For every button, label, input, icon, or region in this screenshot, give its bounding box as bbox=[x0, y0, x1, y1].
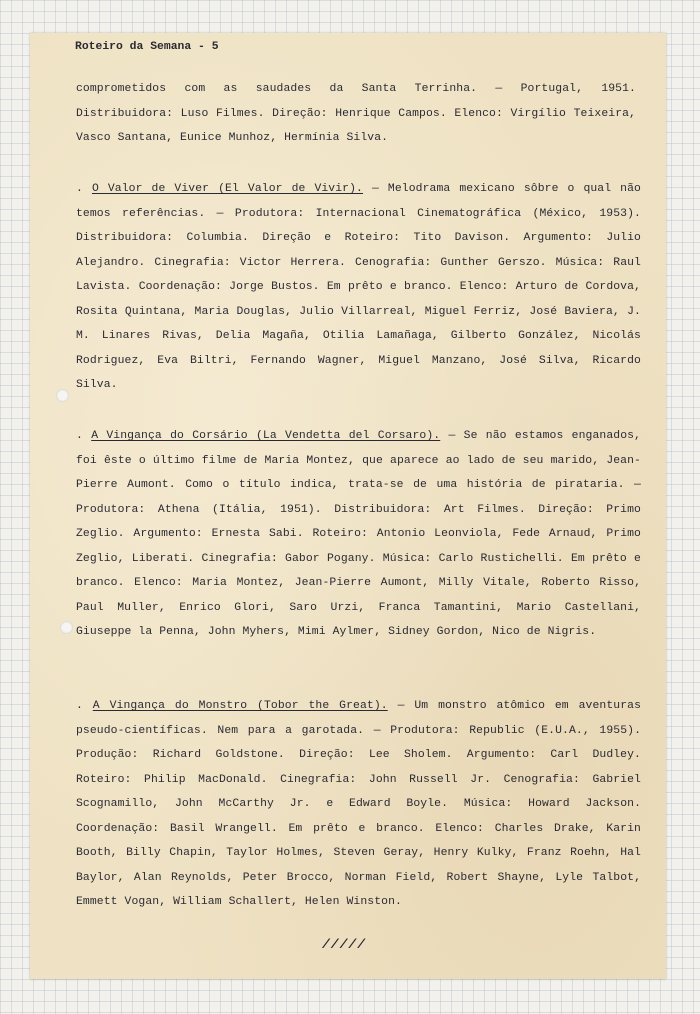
film-title: A Vingança do Monstro (Tobor the Great). bbox=[92, 700, 388, 712]
entry-continuation: comprometidos com as saudades da Santa Terrinha. — Portugal, 1951. Distribuidora: Luso Filmes. Direção: Henrique Campos. Elenco: Virgílio Teixeira, Vasco Santana, Eunice Munhoz, Hermínia Silva. bbox=[76, 83, 636, 144]
page-header: Roteiro da Semana - 5 bbox=[75, 41, 219, 53]
end-mark: ///// bbox=[322, 937, 367, 952]
entry-o-valor-de-viver: . O Valor de Viver (El Valor de Vivir). — Melodrama mexicano sôbre o qual não temos referências. — Produtora: Internacional Cinematográfica (México, 1953). Distribuidora: Columbia. Direção e Roteiro: Tito Davison. Argumento: Julio Alejandro. Cinegrafia: Victor Herrera. Cenografia: Gunther Gerszo. Música: Raul Lavista. Coordenação: Jorge Bustos. Em prêto e branco. Elenco: Arturo de Cordova, Rosita Quintana, Maria Douglas, Julio Villarreal, Miguel Ferriz, José Baviera, J. M. Linares Rivas, Delia Magaña, Otilia Lamañaga, Gilberto González, Nicolás Rodriguez, Eva Biltri, Fernando Wagner, Miguel Manzano, José Silva, Ricardo Silva. bbox=[76, 183, 641, 391]
film-title: A Vingança do Corsário (La Vendetta del Corsaro). bbox=[91, 430, 441, 442]
punch-hole bbox=[60, 621, 73, 634]
film-title: O Valor de Viver (El Valor de Vivir). bbox=[91, 183, 363, 195]
punch-hole bbox=[56, 389, 69, 402]
entry-a-vinganca-do-monstro: . A Vingança do Monstro (Tobor the Great). — Um monstro atômico em aventuras pseudo-científicas. Nem para a garotada. — Produtora: Republic (E.U.A., 1955). Produção: Richard Goldstone. Direção: Lee Sholem. Argumento: Carl Dudley. Roteiro: Philip MacDonald. Cinegrafia: John Russell Jr. Cenografia: Gabriel Scognamillo, John McCarthy Jr. e Edward Boyle. Música: Howard Jackson. Coordenação: Basil Wrangell. Em prêto e branco. Elenco: Charles Drake, Karin Booth, Billy Chapin, Taylor Holmes, Steven Geray, Henry Kulky, Franz Roehn, Hal Baylor, Alan Reynolds, Peter Brocco, Norman Field, Robert Shayne, Lyle Talbot, Emmett Vogan, William Schallert, Helen Winston. bbox=[76, 700, 642, 908]
entry-a-vinganca-do-corsario: . A Vingança do Corsário (La Vendetta del Corsaro). — Se não estamos enganados, foi êste o último filme de Maria Montez, que aparece ao lado de seu marido, Jean-Pierre Aumont. Como o título indica, trata-se de uma história de pirataria. — Produtora: Athena (Itália, 1951). Distribuidora: Art Filmes. Direção: Primo Zeglio. Argumento: Ernesta Sabi. Roteiro: Antonio Leonviola, Fede Arnaud, Primo Zeglio, Liberati. Cinegrafia: Gabor Pogany. Música: Carlo Rustichelli. Em prêto e branco. Elenco: Maria Montez, Jean-Pierre Aumont, Milly Vitale, Roberto Risso, Paul Muller, Enrico Glori, Saro Urzi, Franca Tamantini, Mario Castellani, Giuseppe la Penna, John Myhers, Mimi Aylmer, Sidney Gordon, Nico de Nigris. bbox=[76, 430, 641, 638]
